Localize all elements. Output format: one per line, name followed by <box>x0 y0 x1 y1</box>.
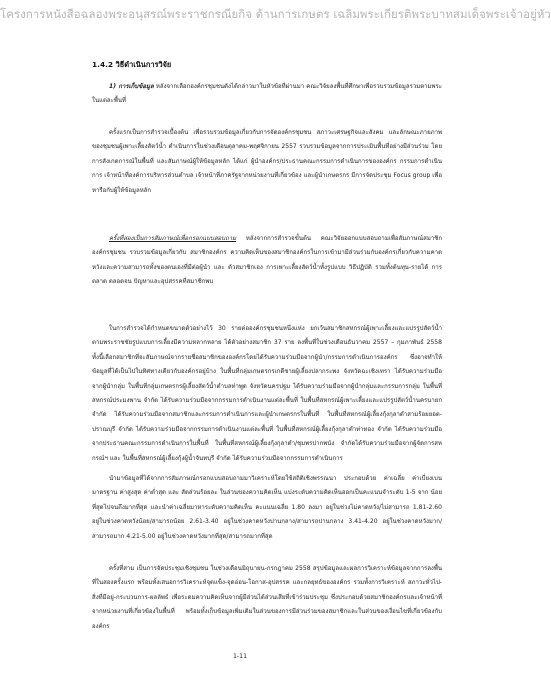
page-number: 1-11 <box>232 653 248 660</box>
paragraph-first-survey <box>92 126 442 198</box>
paragraph-text: หลังจากการสำรวจขั้นต้น คณะวิจัยออกแบบสอบถามเพื่อสัมภาษณ์สมาชิกองค์กรชุมชน รวบรวมข้อมูลเกี่ยวกับ สมาชิกองค์กร ความคิดเห็นของสมาชิกองค์กรในการเข้ามามีส่วนร่วมกับองค์กรเกี่ยวกับความคาดหวังและความสามารถทั้งของตนเองที่มีต่อผู้นำ และ ตัวสมาชิกเอง การเพาะเลี้ยงสัตว์น้ำทั้งรูปแบบ วิธีปฏิบัติ รวมทั้งต้นทุน-รายได้ การตลาด ตลอดจน ปัญหาและอุปสรรคที่สมาชิกพบ <box>92 235 442 286</box>
paragraph-third-meeting <box>92 562 442 634</box>
paragraph-sample-size <box>92 322 442 466</box>
paragraph-lead: 1) การเก็บข้อมูล <box>109 83 154 90</box>
paragraph-analysis <box>92 472 442 544</box>
paragraph-text: ครั้งที่สาม เป็นการจัดประชุมเชิงชุมชน ในช่วงเดือนมิถุนายน-กรกฎาคม 2558 สรุปข้อมูลและผลการวิเคราะห์ข้อมูลจากการลงพื้นที่ในสองครั้งแรก พร้อมทั้งเสนอการวิเคราะห์จุดแข็ง-จุดอ่อน-โอกาส-อุปสรรค และกลยุทธ์ขององค์กร รวมทั้งการวิเคราะห์ สภาวะทั่วไป-สิ่งที่มีอยู่-กระบวนการ-ผลลัพธ์ เพื่อระดมความคิดเห็นจากผู้มีส่วนได้ส่วนเสียที่เข้าร่วมประชุม ซึ่งประกอบด้วยสมาชิกองค์กรและเจ้าหน้าที่จากหน่วยงานที่เกี่ยวข้องในพื้นที่ พร้อมทั้งเก็บข้อมูลเพิ่มเติมในส่วนของการมีส่วนร่วมของสมาชิกและในส่วนของเงื่อนไขที่เกี่ยวข้องกับองค์กร <box>92 565 442 630</box>
paragraph-data-collection <box>92 80 442 109</box>
section-heading: 1.4.2 วิธีดำเนินการวิจัย <box>92 60 172 69</box>
paragraph-text: หลังจากเลือกองค์กรชุมชนดังได้กล่าวมาในหัวข้อที่ผ่านมา คณะวิจัยลงพื้นที่ศึกษาเพื่อรวบรวมข้อมูลรวมตามพระในแต่ละพื้นที่ <box>92 83 443 105</box>
paragraph-lead: ครั้งที่สองเป็นการสัมภาษณ์เพื่อกรอกแบบสอบถาม <box>109 235 237 242</box>
running-header: โครงการหนังสือฉลองพระอนุสรณ์พระราชกรณียกิจ ด้านการเกษตร เฉลิมพระเกียรติพระบาทสมเด็จพระเจ้าอยู่หัว <box>0 7 551 21</box>
paragraph-text: ในการสำรวจได้กำหนดขนาดตัวอย่างไว้ 30 รายต่อองค์กรชุมชนหนึ่งแห่ง ยกเว้นสมาชิกสหกรณ์ผู้เพาะเลี้ยงและแปรรูปสัตว์น้ำตามพระราชชัยรูปแบบการเลี้ยงมีความหลากหลาย ได้ตัวอย่างสมาชิก 37 ราย ลงพื้นที่ในช่วงเดือนธันวาคม 2557 – กุมภาพันธ์ 2558 ทั้งนี้เลือกสมาชิกที่จะสัมภาษณ์จากรายชื่อสมาชิกขององค์กรโดยได้รับความร่วมมือจากผู้นำ/กรรมการดำเนินการองค์กร ซึ่งอาจทำให้ข้อมูลที่ได้เป็นไปในทิศทางเดียวกับองค์กรอยู่บ้าง ในพื้นที่กลุ่มเกษตรกรเกดีชายผู้เลี้ยงปลากระพง จังหวัดฉะเชิงเทรา ได้รับความร่วมมือจากผู้นำกลุ่ม ในพื้นที่กลุ่มเกษตรกรผู้เลี้ยงสัตว์น้ำตำบลท่าพูด จังหวัดนครปฐม ได้รับความร่วมมือจากผู้นำกลุ่มและกรรมการกลุ่ม ในพื้นที่ สหกรณ์ประมงพาน จำกัด ได้รับความร่วมมือจากกรรมการดำเนินงานแต่ละพื้นที่ ในพื้นที่สหกรณ์ผู้เพาะเลี้ยงและแปรรูปสัตว์น้ำนครนายก จำกัด ได้รับความร่วมมือจากสมาชิกและกรรมการดำเนินการและผู้นำเกษตรกรในพื้นที่ ในพื้นที่สหกรณ์ผู้เลี้ยงกุ้งกุลาดำสามร้อยยอด-ปราณบุรี จำกัด ได้รับความร่วมมือจากกรรมการดำเนินงานแต่ละพื้นที่ ในพื้นที่สหกรณ์ผู้เลี้ยงกุ้งกุลาดำท่าทอง จำกัด ได้รับความร่วมมือจากประธานคณะกรรมการดำเนินการในพื้นที่ ในพื้นที่สหกรณ์ผู้เลี้ยงกุ้งกุลาดำ/ชุมพรปากพนัง จำกัดได้รับความร่วมมือจากผู้จัดการสหกรณ์ฯ และ ในพื้นที่สหกรณ์ผู้เลี้ยงกุ้งผู้น้ำจันทบุรี จำกัด ได้รับความร่วมมือจากกรรมการดำเนินการ <box>92 325 442 462</box>
paragraph-text: นำมาข้อมูลที่ได้จากการสัมภาษณ์กรอกแบบสอบถามมาวิเคราะห์โดยใช้สถิติเชิงพรรณนา ประกอบด้วย ค่าเฉลี่ย ค่าเบี่ยงเบนมาตรฐาน ค่าสูงสุด ค่าต่ำสุด และ สัดส่วนร้อยละ ในส่วนของความคิดเห็น แบ่งระดับความคิดเห็นออกเป็นคะแนนจำระดับ 1-5 จาก น้อยที่สุดไปจนถึงมากที่สุด และนำค่าเฉลี่ยมาหาระดับความคิดเห็น คะแนนเฉลี่ย 1.80 ลงมา อยู่ในช่วงไม่คาดหวัง/ไม่สามารถ 1.81-2.60 อยู่ในช่วงคาดหวังน้อย/สามารถน้อย 2.61-3.40 อยู่ในช่วงคาดหวังปานกลาง/สามารถปานกลาง 3.41-4.20 อยู่ในช่วงคาดหวังมาก/สามารถมาก 4.21-5.00 อยู่ในช่วงคาดหวังมากที่สุด/สามารถมากที่สุด <box>92 475 442 540</box>
paragraph-text: ครั้งแรกเป็นการสำรวจเบื้องต้น เพื่อรวบรวมข้อมูลเกี่ยวกับการจัดองค์กรชุมชน สภาวะเศรษฐกิจและสังคม และลักษณะภายภาพของชุมชนผู้เพาะเลี้ยงสัตว์น้ำ ดำเนินการในช่วงเดือนตุลาคม-พฤศจิกายน 2557 รวบรวมข้อมูลจากการประเมินพื้นที่อย่างมีส่วนร่วม โดยการสังเกตการณ์ในพื้นที่ และสัมภาษณ์ผู้ให้ข้อมูลหลัก ได้แก่ ผู้นำองค์กร/ประธานคณะกรรมการดำเนินการขององค์กร กรรมการดำเนินการ เจ้าหน้าที่องค์การบริหารส่วนตำบล เจ้าหน้าที่ภาครัฐจากหน่วยงานที่เกี่ยวข้อง และผู้นำเกษตรกร มีการจัดประชุม Focus group เพื่อหารือกับผู้ให้ข้อมูลหลัก <box>92 129 442 194</box>
paragraph-second-interview <box>92 232 442 290</box>
